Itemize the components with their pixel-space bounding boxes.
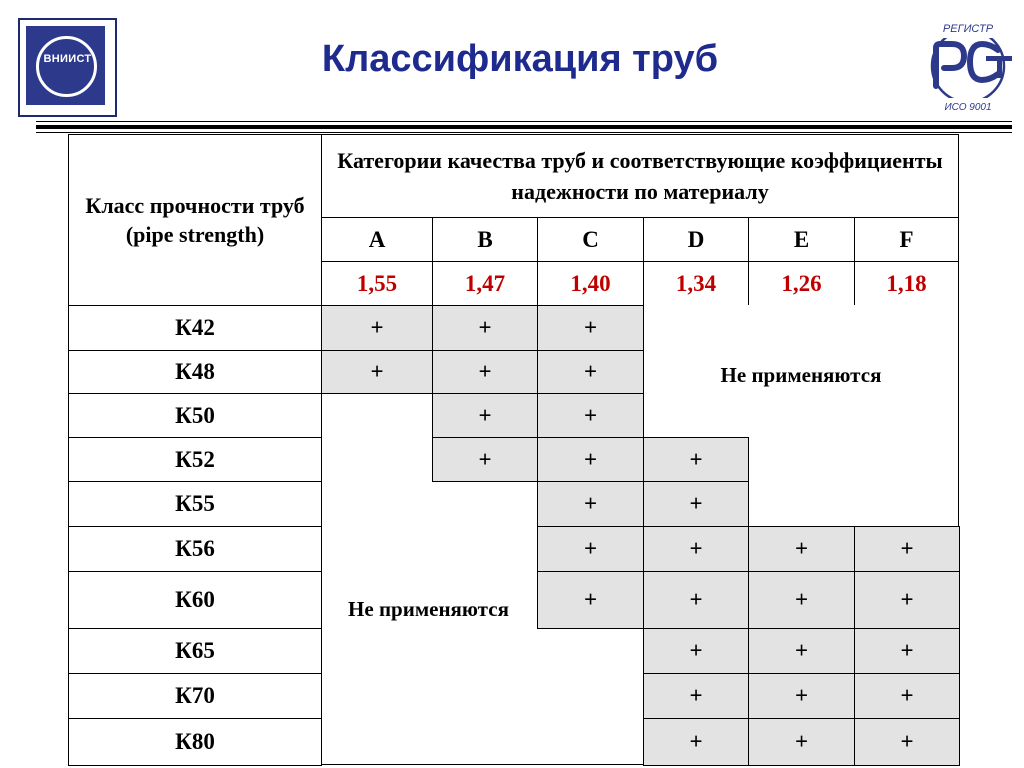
logo-top-text: РЕГИСТР xyxy=(942,23,994,35)
category-d: D xyxy=(643,217,749,262)
table-border-line xyxy=(321,393,322,765)
cell-к56-f: + xyxy=(854,526,960,572)
cell-к70-e: + xyxy=(748,673,855,719)
header-categories-text: Категории качества труб и соответствующие коэффициенты надежности по материалу xyxy=(337,148,943,204)
cell-к80-e: + xyxy=(748,718,855,766)
pipe-classification-table xyxy=(68,134,959,765)
header-class-text: Класс прочности труб (pipe strength) xyxy=(85,193,305,247)
vniist-logo-label: ВНИИСТ xyxy=(43,53,92,65)
cell-к55-d: + xyxy=(643,481,749,527)
header-divider-thin-2 xyxy=(36,132,1012,133)
cell-к60-e: + xyxy=(748,571,855,629)
row-label-к70: К70 xyxy=(68,673,322,719)
register-iso-logo xyxy=(918,14,1018,114)
cell-к70-d: + xyxy=(643,673,749,719)
header-class-cell xyxy=(68,134,322,306)
cell-к48-a: + xyxy=(321,350,433,394)
row-label-к48: К48 xyxy=(68,350,322,394)
page-title: Классификация труб xyxy=(321,38,719,80)
row-label-к60: К60 xyxy=(68,571,322,629)
coefficient-e: 1,26 xyxy=(748,261,855,306)
cell-к56-e: + xyxy=(748,526,855,572)
cell-к65-d: + xyxy=(643,628,749,674)
cell-к56-d: + xyxy=(643,526,749,572)
not-applicable-lower-text: Не применяются xyxy=(348,596,509,621)
cell-к80-d: + xyxy=(643,718,749,766)
coefficient-b: 1,47 xyxy=(432,261,538,306)
cell-к65-f: + xyxy=(854,628,960,674)
row-label-к56: К56 xyxy=(68,526,322,572)
row-label-к65: К65 xyxy=(68,628,322,674)
row-label-к52: К52 xyxy=(68,437,322,482)
cell-к52-c: + xyxy=(537,437,644,482)
row-label-к50: К50 xyxy=(68,393,322,438)
coefficient-c: 1,40 xyxy=(537,261,644,306)
header-categories-cell xyxy=(321,134,959,218)
cell-к42-c: + xyxy=(537,305,644,351)
coefficient-a: 1,55 xyxy=(321,261,433,306)
cell-к55-c: + xyxy=(537,481,644,527)
cell-к42-a: + xyxy=(321,305,433,351)
logo-bottom-text: ИСО 9001 xyxy=(944,102,992,113)
vniist-logo xyxy=(18,18,117,117)
cell-к42-b: + xyxy=(432,305,538,351)
table-border-line xyxy=(958,305,959,526)
cell-к50-c: + xyxy=(537,393,644,438)
header-divider-thick xyxy=(36,125,1012,129)
category-c: C xyxy=(537,217,644,262)
cell-к65-e: + xyxy=(748,628,855,674)
cell-к52-b: + xyxy=(432,437,538,482)
category-a: A xyxy=(321,217,433,262)
cell-к56-c: + xyxy=(537,526,644,572)
cell-к60-c: + xyxy=(537,571,644,629)
header-divider-thin xyxy=(36,121,1012,122)
not-applicable-upper-text: Не применяются xyxy=(720,363,882,387)
coefficient-f: 1,18 xyxy=(854,261,959,306)
cell-к52-d: + xyxy=(643,437,749,482)
category-e: E xyxy=(748,217,855,262)
coefficient-d: 1,34 xyxy=(643,261,749,306)
cell-к60-f: + xyxy=(854,571,960,629)
cell-к48-c: + xyxy=(537,350,644,394)
cell-к48-b: + xyxy=(432,350,538,394)
row-label-к80: К80 xyxy=(68,718,322,766)
cell-к80-f: + xyxy=(854,718,960,766)
table-border-line xyxy=(321,764,644,765)
category-b: B xyxy=(432,217,538,262)
category-f: F xyxy=(854,217,959,262)
cell-к60-d: + xyxy=(643,571,749,629)
cell-к70-f: + xyxy=(854,673,960,719)
cell-к50-b: + xyxy=(432,393,538,438)
row-label-к55: К55 xyxy=(68,481,322,527)
row-label-к42: К42 xyxy=(68,305,322,351)
